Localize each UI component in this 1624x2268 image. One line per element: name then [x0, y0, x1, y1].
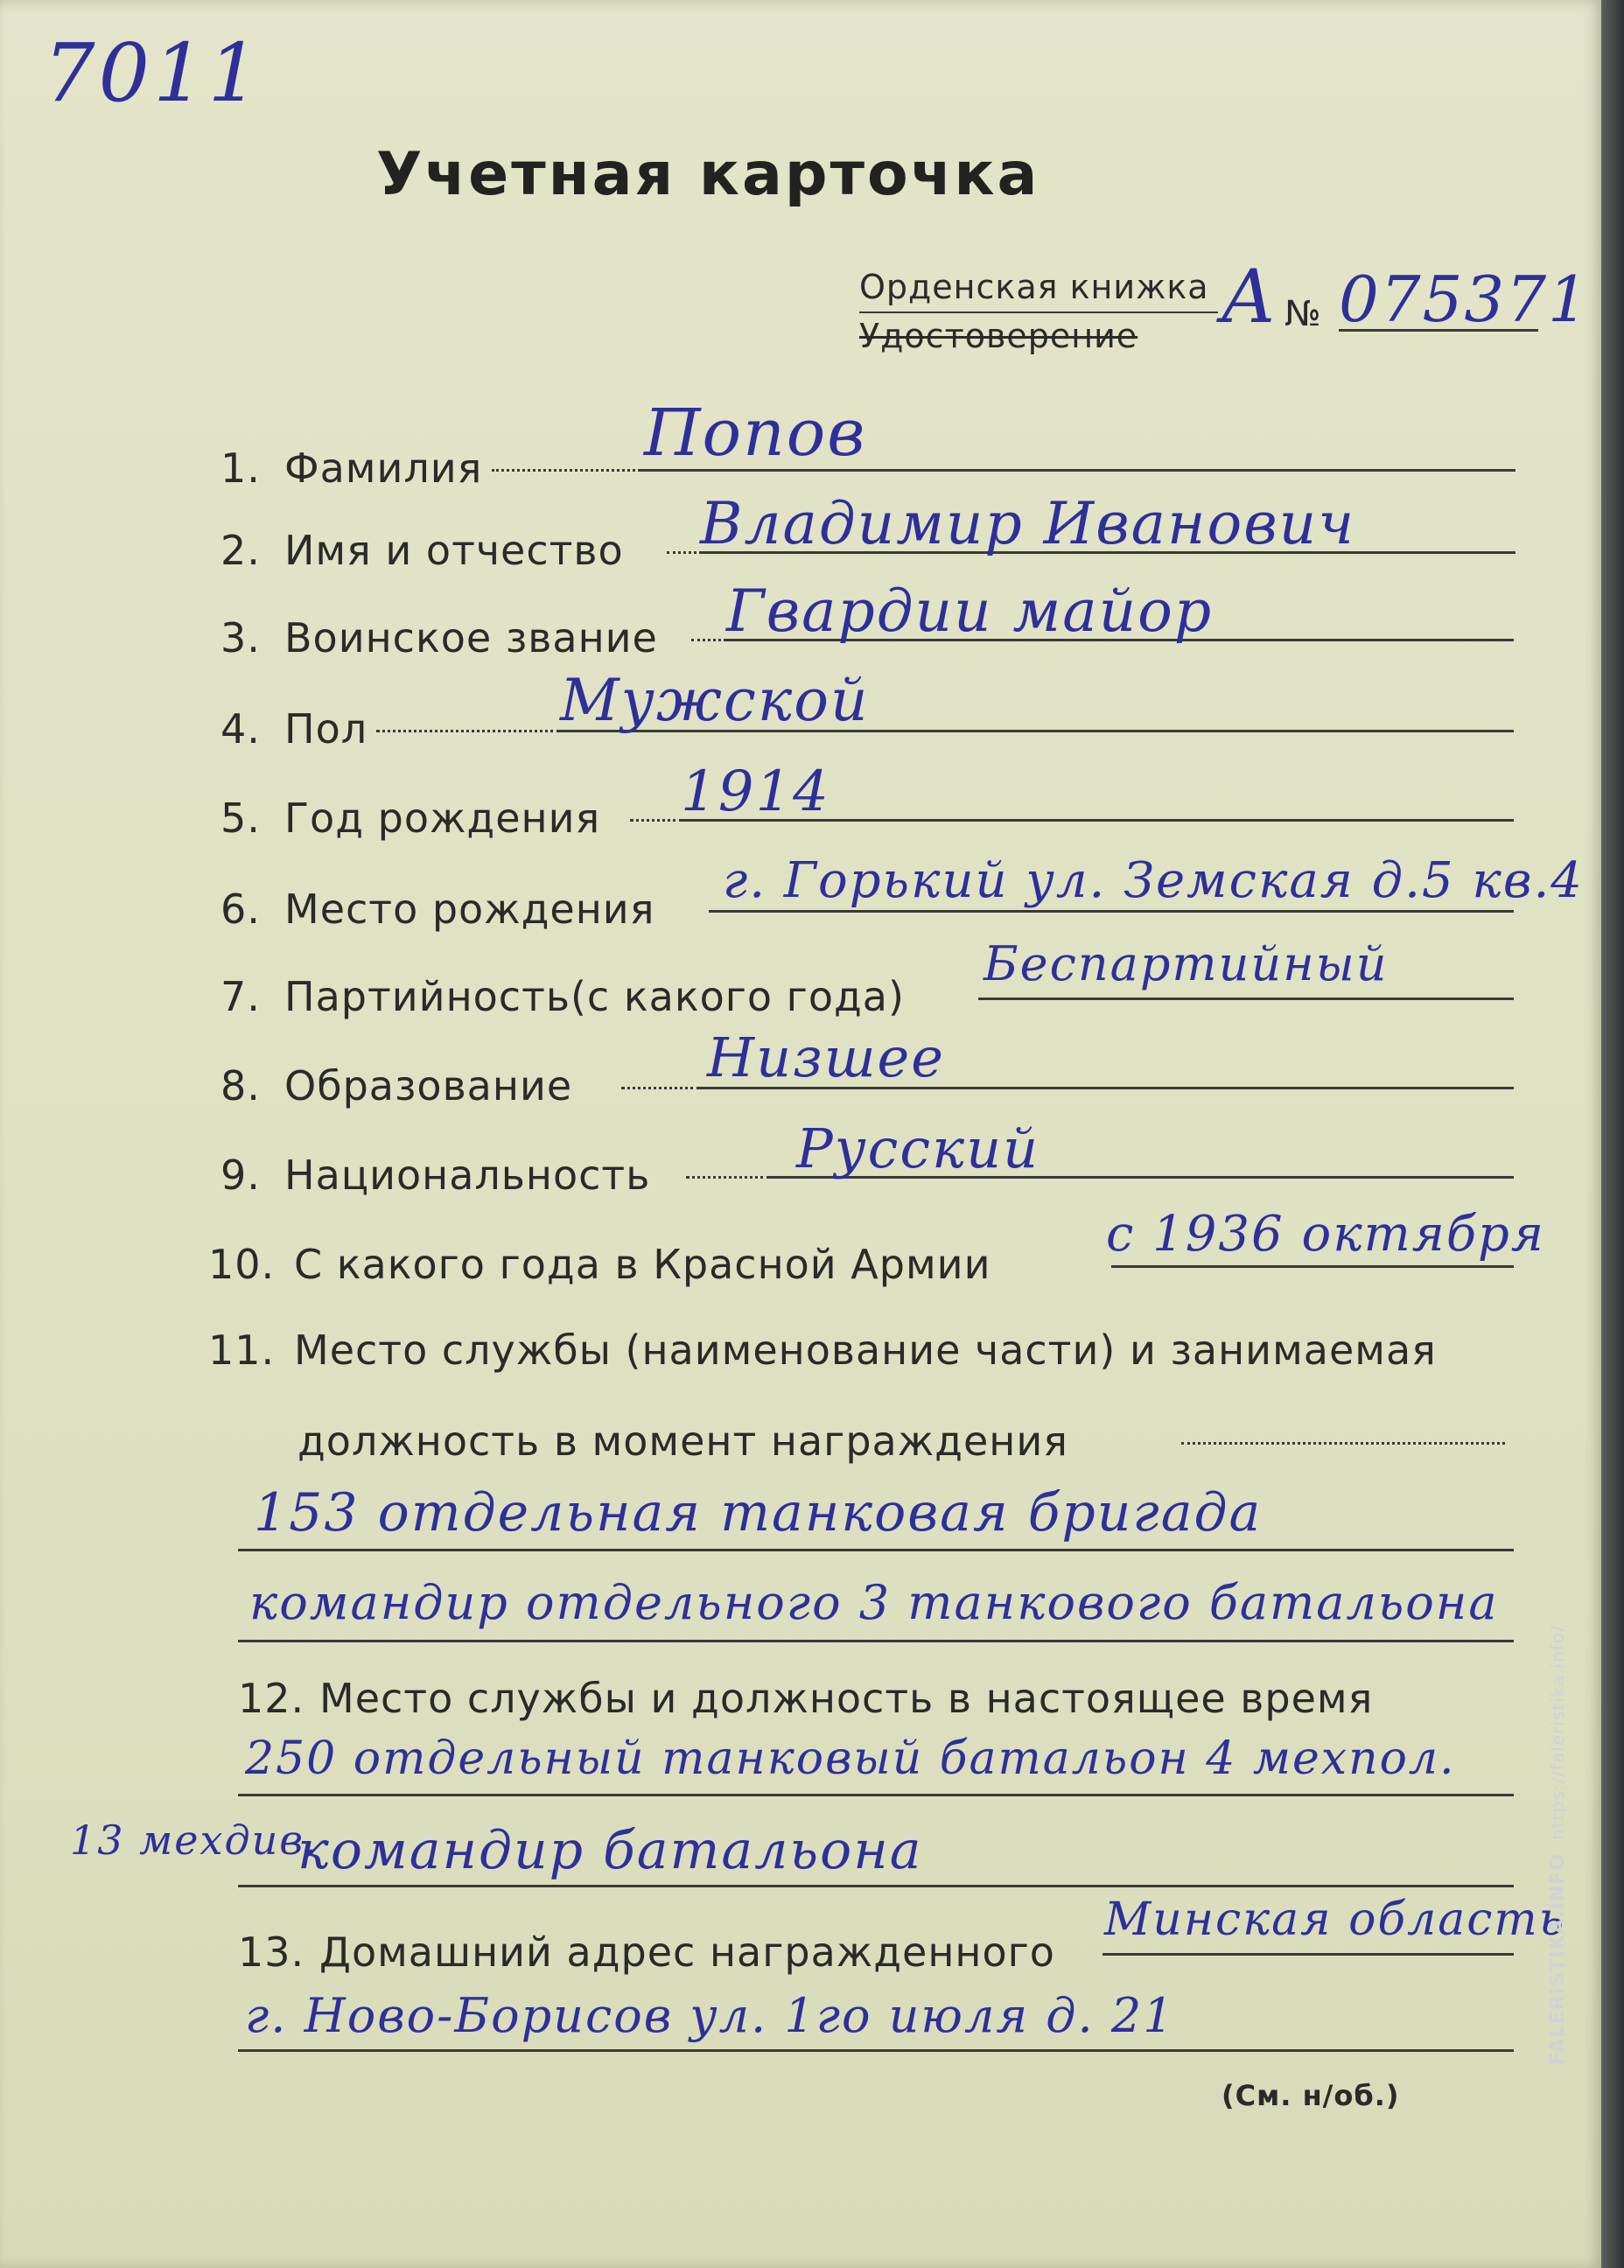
field-7-num: 7. — [220, 973, 261, 1020]
field-13-label: Домашний адрес награжденного — [319, 1928, 1055, 1976]
field-12-value-1: 250 отдельный танковый батальон 4 мехпол. — [245, 1732, 1456, 1785]
field-13-line-1 — [1102, 1953, 1514, 1956]
watermark-brand: FALERISTIKA.INFO — [1547, 1853, 1569, 2065]
field-6-value: г. Горький ул. Земская д.5 кв.4 — [723, 852, 1584, 909]
field-11-num: 11. — [208, 1326, 276, 1374]
watermark-url: https://faleristika.info/ — [1547, 1625, 1568, 1840]
field-5-label: Год рождения — [284, 794, 601, 842]
field-4-dots — [376, 730, 560, 732]
field-10-label: С какого года в Красной Армии — [294, 1241, 991, 1288]
field-13-line-2 — [238, 2049, 1514, 2052]
field-8-dots — [621, 1087, 700, 1089]
field-3-dots — [691, 639, 726, 641]
field-12-value-2-prefix: 13 мехдив. — [70, 1816, 319, 1864]
field-12-num: 12. — [238, 1675, 305, 1722]
field-9-num: 9. — [220, 1152, 261, 1199]
field-1-num: 1. — [220, 444, 261, 492]
field-10-line — [1111, 1265, 1514, 1268]
card-edge-shadow — [1601, 0, 1624, 2268]
field-11-line-2 — [238, 1640, 1514, 1642]
field-6-num: 6. — [220, 886, 261, 933]
field-11-value-1: 153 отдельная танковая бригада — [254, 1482, 1263, 1544]
field-7-line — [978, 998, 1514, 1000]
field-12-line-2 — [238, 1885, 1514, 1887]
field-8-label: Образование — [284, 1062, 573, 1110]
card-title: Учетная карточка — [376, 140, 1040, 209]
corner-note: 7011 — [44, 26, 263, 120]
field-11-label: Место службы (наименование части) и занимаемая — [294, 1326, 1437, 1374]
field-11-value-2: командир отдельного 3 танкового батальона — [249, 1575, 1499, 1630]
field-12-value-2: командир батальона — [298, 1820, 923, 1881]
field-11-label-cont: должность в момент награждения — [298, 1418, 1068, 1465]
field-11-line-1 — [238, 1549, 1514, 1551]
field-5-value: 1914 — [681, 760, 830, 824]
order-book-underline — [859, 312, 1218, 313]
field-8-num: 8. — [220, 1062, 261, 1110]
order-book-label: Орденская книжка — [859, 268, 1209, 306]
field-6-line — [709, 910, 1514, 913]
field-12-line-1 — [238, 1794, 1514, 1796]
field-2-dots — [667, 551, 702, 554]
certificate-label: Удостоверение — [859, 317, 1138, 355]
field-12-label: Место службы и должность в настоящее время — [319, 1675, 1374, 1722]
series-letter: А — [1221, 254, 1278, 340]
field-9-label: Национальность — [284, 1152, 651, 1199]
number-underline — [1339, 329, 1538, 332]
field-1-value: Попов — [644, 396, 867, 471]
field-11-dots — [1181, 1442, 1505, 1445]
footer-note: (См. н/об.) — [1222, 2079, 1400, 2112]
watermark — [1547, 1625, 1569, 2065]
field-13-value-1: Минская область — [1104, 1894, 1566, 1946]
field-6-label: Место рождения — [284, 886, 655, 933]
field-10-value: с 1936 октября — [1106, 1206, 1545, 1263]
field-2-value: Владимир Иванович — [700, 490, 1356, 557]
order-book-number: 075371 — [1339, 262, 1590, 336]
field-1-label: Фамилия — [284, 444, 483, 492]
field-4-value: Мужской — [560, 667, 870, 734]
field-3-label: Воинское звание — [284, 614, 658, 662]
field-5-dots — [630, 819, 682, 822]
field-13-value-2: г. Ново-Борисов ул. 1го июля д. 21 — [245, 1988, 1175, 2043]
field-3-value: Гвардии майор — [726, 578, 1214, 645]
field-2-label: Имя и отчество — [284, 527, 624, 574]
field-9-dots — [686, 1176, 770, 1179]
number-sign: № — [1284, 294, 1322, 334]
field-4-num: 4. — [220, 705, 261, 752]
field-2-num: 2. — [220, 527, 261, 574]
field-3-num: 3. — [220, 614, 261, 662]
field-8-value: Низшее — [707, 1026, 945, 1089]
field-13-num: 13. — [238, 1928, 305, 1976]
field-4-label: Пол — [284, 705, 368, 752]
field-9-value: Русский — [796, 1116, 1040, 1180]
field-10-num: 10. — [208, 1241, 276, 1288]
field-5-num: 5. — [220, 794, 261, 842]
field-7-value: Беспартийный — [984, 936, 1389, 991]
field-1-dots — [492, 469, 640, 472]
field-7-label: Партийность(с какого года) — [284, 973, 905, 1020]
